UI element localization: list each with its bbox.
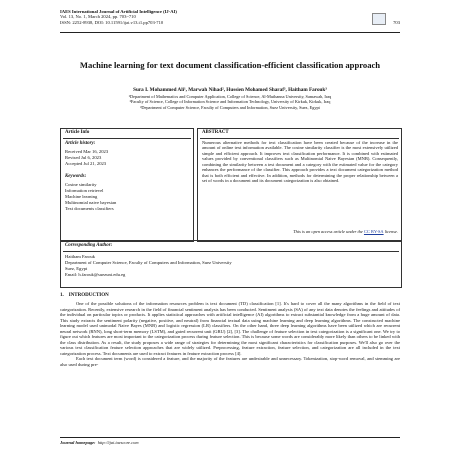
journal-issn: ISSN: 2252-8938, DOI: 10.11591/ijai.v13.i1.pp703-710 [60, 19, 164, 25]
corresponding-author-box [60, 240, 402, 288]
divider [200, 138, 399, 139]
affiliation-2: ²Faculty of Science, College of Information Science and Information Technology, University of Kirkuk, Kirkuk, Iraq [129, 99, 331, 105]
abstract-heading: ABSTRACT [202, 130, 229, 135]
license-suffix: license. [383, 229, 398, 234]
article-history-label: Article history: [65, 141, 96, 146]
footer-label: Journal homepage: [60, 440, 96, 445]
accepted-date: Accepted Jul 21, 2023 [65, 161, 107, 166]
affiliation-3: ³Department of Computer Science, Faculty of Computers and Information, Suez University, Suez, Egypt [140, 104, 320, 110]
license-prefix: This is an open access article under the [293, 229, 364, 234]
abstract-text: Numerous alternative methods for text classification have been created because of the increase in the amount of online text information available. The cosine similarity classifier is the most extensively utilized simple and efficient approach. It improves text classification performance. It is combined with estimated values provided by conventional classifiers such as Multinomial Naive Bayesian (MNB). Consequently, combining the similarity between a test document and a category with the estimated value for the category enhances the performance of the classifier. This approach provides a text document categorization method that is both efficient and effective. In addition, methods for determining the proper relationship between a set of words in a document and its document categorization is also obtained. [202, 140, 398, 184]
journal-volume: Vol. 13, No. 1, March 2024, pp. 703~710 [60, 14, 136, 20]
journal-footer [60, 440, 139, 445]
affiliation-1: ¹Department of Mathematics and Computer Application, College of Science, Al-Muthanna University, Samawah, Iraq [128, 94, 332, 99]
journal-homepage-link[interactable]: http://ijai.iaescore.com [97, 440, 139, 445]
keyword-5: Text documents classifiers [65, 206, 114, 211]
revised-date: Revised Jul 6, 2023 [65, 155, 102, 160]
intro-paragraph-2: Each text document term (word) is considered a feature, and the majority of the features are undesirable and unnecessary. Tokenization, stop-word removal, and stemming are also used during pre- [60, 356, 400, 367]
affiliations [60, 94, 400, 110]
journal-header [60, 9, 400, 25]
article-info-box [60, 128, 194, 242]
journal-logo-icon [372, 13, 386, 25]
corresponding-city: Suez, Egypt [65, 266, 88, 271]
paper-title: Machine learning for text document classification-efficient classification approach [79, 60, 381, 70]
license-note [202, 229, 398, 234]
introduction-heading: 1. INTRODUCTION [60, 293, 109, 298]
keywords-label: Keywords: [65, 174, 87, 179]
divider [63, 251, 399, 252]
footer-rule [60, 437, 400, 438]
introduction-body [60, 301, 400, 367]
header-rule [60, 32, 400, 33]
corresponding-label: Corresponding Author: [65, 243, 113, 248]
keyword-2: Information retrievel [65, 188, 104, 193]
abstract-box [197, 128, 402, 242]
page-number: 703 [393, 20, 400, 25]
keyword-4: Multinomial naive bayesian [65, 200, 117, 205]
license-link[interactable]: CC BY-SA [363, 229, 384, 234]
article-info-heading: Article Info [65, 130, 90, 135]
corresponding-email[interactable]: Email: h.farouk@suezuni.edu.eg [65, 272, 126, 277]
intro-paragraph-1: One of the possible solutions of the information resources problem is text document (TD) classification [1]. It's hard to cover all the many algorithms in the field of text categorization. Recently, extensive research in the field of financial sentiment analysis has been conducted. Sentiment analysis (SA) of any text data denotes the feelings and attitudes of the individual on particular topics or products. It applies statistical approaches with artificial intelligence (AI) algorithms to extract substantial knowledge from a huge amount of data. This study extracts the sentiment polarity (negative, positive, and neutral) from financial textual data using machine learning and deep learning algorithms. The constructed machine learning model used unimodal Naive Bayes (MNB) and logistic regression (LR) classifiers. On the other hand, three deep learning algorithms have been utilized which are recurrent neural network (RNN), long short-term memory (LSTM), and gated recurrent unit (GRU) [2], [3]. The challenge of feature selection in text categorization is a significant one. We try to figure out which features are most important to the categorization process during feature selection. This is because some words are considerably more likely than others to be linked with the class distribution. As a result, the study proposes a wide range of strategies for determining the most significant characteristics for classification purposes. We'll also go over the various text classification feature selection approaches that are widely utilized. Preprocessing, feature extraction, feature selection, and categorization are all included in the text categorization process. Text documents are used to extract features in feature extraction process [4]. [60, 301, 400, 356]
author-list: Sura I. Mohammed Ali¹, Marwah Nihad², Hussien Mohamed Sharaf³, Haitham Farouk³ [133, 87, 327, 93]
corresponding-name: Haitham Farouk [65, 254, 95, 259]
journal-name: IAES International Journal of Artificial Intelligence (IJ-AI) [60, 9, 177, 14]
corresponding-dept: Department of Computer Science, Faculty of Computers and Information, Suez University [65, 260, 232, 265]
keyword-3: Machine learning [65, 194, 98, 199]
received-date: Received Mar 16, 2023 [65, 149, 109, 154]
keyword-1: Cosine similarity [65, 182, 97, 187]
divider [63, 138, 191, 139]
